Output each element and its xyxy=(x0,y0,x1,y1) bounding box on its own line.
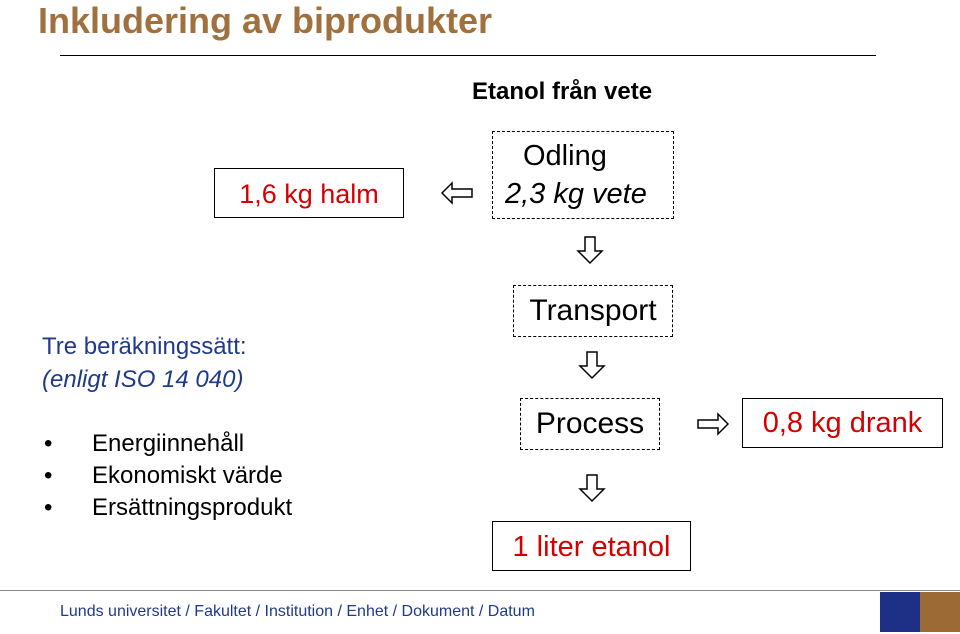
process-box: Process xyxy=(520,398,660,450)
method-label: Ersättningsprodukt xyxy=(92,494,293,521)
arrow-down-icon xyxy=(576,235,604,265)
method-label: Ekonomiskt värde xyxy=(92,462,283,489)
methods-heading: Tre beräkningssätt: xyxy=(42,333,247,360)
ethanol-product-box: 1 liter etanol xyxy=(492,521,691,571)
method-label: Energiinnehåll xyxy=(92,430,245,457)
cultivation-box xyxy=(492,131,674,219)
bullet-icon: • xyxy=(44,430,53,457)
method-list-item xyxy=(44,462,283,490)
byproduct-drank-box: 0,8 kg drank xyxy=(742,398,943,448)
footer-logo-block-brown xyxy=(920,592,960,632)
byproduct-halm-box: 1,6 kg halm xyxy=(214,168,404,218)
bullet-icon: • xyxy=(44,494,53,521)
footer-text: Lunds universitet / Fakultet / Institution / Enhet / Dokument / Datum xyxy=(60,603,535,620)
cultivation-title: Odling xyxy=(523,140,607,172)
bullet-icon: • xyxy=(44,462,53,489)
page-title: Inkludering av biprodukter xyxy=(38,0,493,41)
title-divider xyxy=(60,55,876,56)
arrow-down-icon xyxy=(578,473,606,503)
transport-box: Transport xyxy=(513,285,673,337)
arrow-left-icon xyxy=(440,180,474,206)
method-list-item xyxy=(44,494,292,522)
method-list-item xyxy=(44,430,244,458)
methods-subheading: (enligt ISO 14 040) xyxy=(42,366,244,393)
arrow-down-icon xyxy=(578,350,606,380)
arrow-right-icon xyxy=(696,411,730,437)
footer-divider xyxy=(0,590,960,591)
diagram-heading: Etanol från vete xyxy=(472,78,653,105)
footer-logo-block-blue xyxy=(880,592,920,632)
wheat-amount: 2,3 kg vete xyxy=(505,178,647,210)
